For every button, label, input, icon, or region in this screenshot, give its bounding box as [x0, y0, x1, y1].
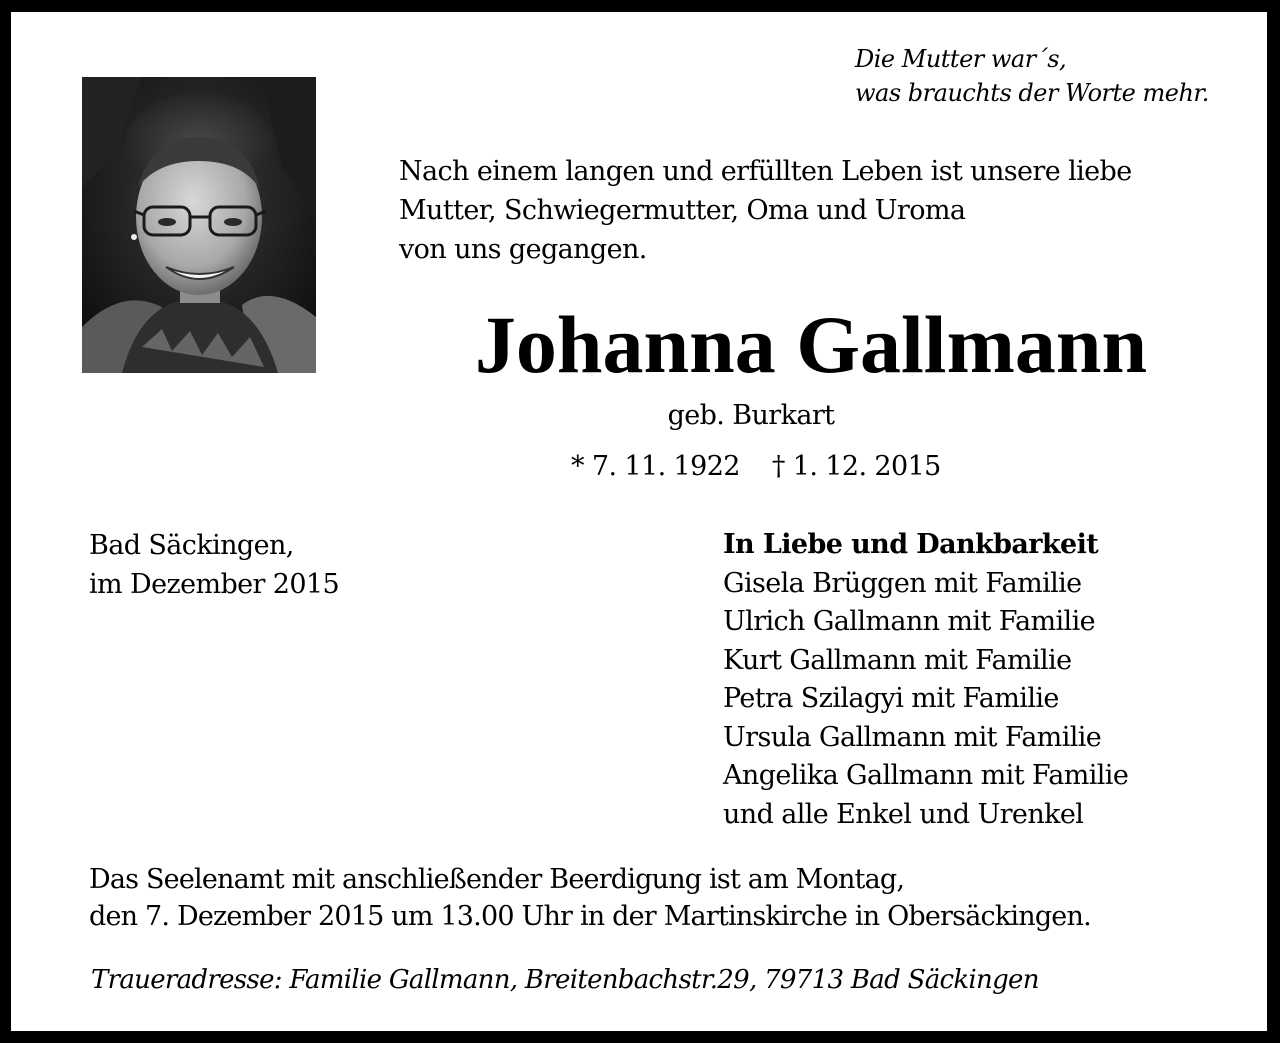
life-dates [571, 449, 1111, 485]
portrait-photo [82, 77, 316, 373]
list-item: Ulrich Gallmann mit Familie [723, 606, 1095, 637]
maiden-name: geb. Burkart [667, 400, 835, 431]
mourners-heading: In Liebe und Dankbarkeit [723, 529, 1099, 560]
place-line: im Dezember 2015 [89, 569, 340, 600]
list-item: Petra Szilagyi mit Familie [723, 683, 1059, 714]
list-item: Kurt Gallmann mit Familie [723, 644, 1072, 676]
place-and-date [89, 526, 449, 604]
death-date: † 1. 12. 2015 [771, 451, 941, 482]
place-line: Bad Säckingen, [89, 530, 294, 561]
funeral-service-info [89, 861, 1259, 935]
motto-line: was brauchts der Worte mehr. [855, 79, 1209, 107]
motto-line: Die Mutter war´s, [855, 45, 1067, 73]
list-item: Gisela Brüggen mit Familie [723, 567, 1082, 599]
mourning-address: Traueradresse: Familie Gallmann, Breitenbachstr.29, 79713 Bad Säckingen [91, 965, 1039, 995]
deceased-name: Johanna Gallmann [474, 299, 1148, 390]
mourners-block [723, 526, 1263, 834]
intro-line: von uns gegangen. [399, 234, 647, 265]
list-item: Angelika Gallmann mit Familie [723, 760, 1129, 791]
intro-line: Nach einem langen und erfüllten Leben ist unsere liebe [399, 156, 1132, 187]
intro-line: Mutter, Schwiegermutter, Oma und Uroma [399, 195, 966, 226]
obituary-notice [11, 12, 1267, 1031]
mourners-list [723, 565, 1263, 835]
intro-text [399, 152, 1249, 269]
list-item: und alle Enkel und Urenkel [723, 798, 1084, 830]
birth-date: * 7. 11. 1922 [571, 451, 740, 482]
list-item: Ursula Gallmann mit Familie [723, 721, 1102, 753]
service-line: Das Seelenamt mit anschließender Beerdigung ist am Montag, [89, 864, 905, 895]
portrait-image [82, 77, 316, 373]
motto-quote [855, 42, 1255, 110]
service-line: den 7. Dezember 2015 um 13.00 Uhr in der Martinskirche in Obersäckingen. [89, 901, 1091, 932]
